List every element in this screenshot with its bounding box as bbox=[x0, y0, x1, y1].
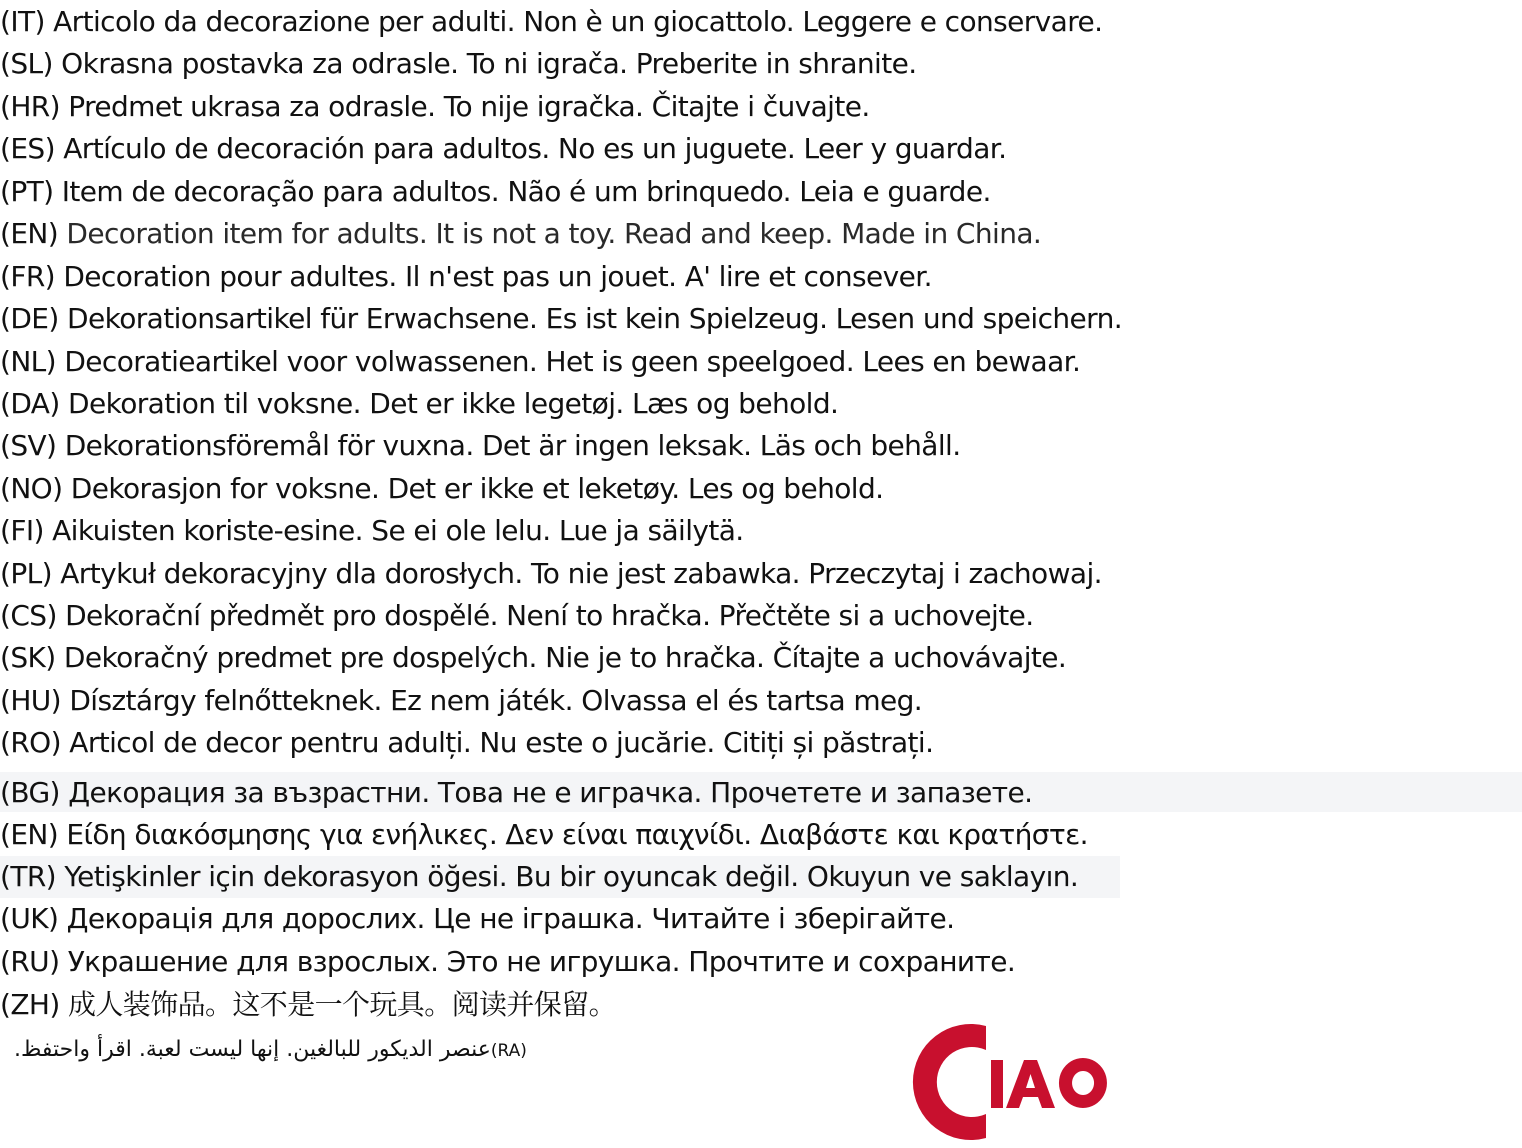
line-text: 成人装饰品。这不是一个玩具。阅读并保留。 bbox=[68, 988, 617, 1021]
lang-code: (EN) bbox=[0, 818, 59, 851]
line-en bbox=[0, 213, 1041, 255]
line-es bbox=[0, 128, 1006, 170]
line-sl bbox=[0, 43, 917, 85]
line-text: Artículo de decoración para adultos. No es un juguete. Leer y guardar. bbox=[63, 132, 1007, 165]
line-ru bbox=[0, 941, 1015, 983]
lang-code: (RO) bbox=[0, 726, 61, 759]
lang-code: (RA) bbox=[490, 1041, 527, 1061]
lang-code: (TR) bbox=[0, 860, 57, 893]
lang-code: (PT) bbox=[0, 175, 54, 208]
line-text: Декорація для дорослих. Це не іграшка. Читайте і зберігайте. bbox=[66, 902, 955, 935]
line-bg bbox=[0, 772, 1032, 814]
lang-code: (UK) bbox=[0, 902, 59, 935]
line-hu bbox=[0, 680, 922, 722]
logo-o-shape bbox=[1059, 1058, 1107, 1108]
lang-code: (ZH) bbox=[0, 988, 60, 1021]
line-text: Decoration pour adultes. Il n'est pas un jouet. A' lire et consever. bbox=[63, 260, 932, 293]
lang-code: (SK) bbox=[0, 641, 56, 674]
line-text: Украшение для взрослых. Это не игрушка. Прочтите и сохраните. bbox=[67, 945, 1016, 978]
line-text: Okrasna postavka za odrasle. To ni igrača. Preberite in shranite. bbox=[61, 47, 917, 80]
line-text: Articol de decor pentru adulți. Nu este o jucărie. Citiți și păstrați. bbox=[69, 726, 934, 759]
lang-code: (PL) bbox=[0, 557, 52, 590]
line-text: Dekorationsföremål för vuxna. Det är ingen leksak. Läs och behåll. bbox=[64, 429, 961, 462]
lang-code: (DE) bbox=[0, 302, 59, 335]
lang-code: (BG) bbox=[0, 776, 60, 809]
line-el bbox=[0, 814, 1088, 856]
line-uk bbox=[0, 898, 954, 940]
line-text: Articolo da decorazione per adulti. Non è un giocattolo. Leggere e conservare. bbox=[53, 5, 1103, 38]
line-fi bbox=[0, 510, 744, 552]
lang-code: (HU) bbox=[0, 684, 61, 717]
logo-i-shape bbox=[991, 1060, 1003, 1108]
line-sk bbox=[0, 637, 1066, 679]
line-cs bbox=[0, 595, 1034, 637]
lang-code: (NL) bbox=[0, 345, 56, 378]
line-text: عنصر الديكور للبالغين. إنها ليست لعبة. اقرأ واحتفظ. bbox=[14, 1037, 491, 1062]
line-tr bbox=[0, 856, 1078, 898]
line-ra bbox=[14, 1033, 527, 1067]
line-hr bbox=[0, 86, 870, 128]
line-pl bbox=[0, 553, 1102, 595]
line-text: Είδη διακόσμησης για ενήλικες. Δεν είναι παιχνίδι. Διαβάστε και κρατήστε. bbox=[66, 818, 1088, 851]
line-it bbox=[0, 1, 1102, 43]
line-text: Dekorační předmět pro dospělé. Není to hračka. Přečtěte si a uchovejte. bbox=[65, 599, 1034, 632]
lang-code: (NO) bbox=[0, 472, 63, 505]
logo-a-shape bbox=[1006, 1060, 1055, 1108]
lang-code: (IT) bbox=[0, 5, 45, 38]
line-text: Dekoračný predmet pre dospelých. Nie je to hračka. Čítajte a uchovávajte. bbox=[63, 641, 1067, 674]
lang-code: (HR) bbox=[0, 90, 60, 123]
line-text: Dekorationsartikel für Erwachsene. Es ist kein Spielzeug. Lesen und speichern. bbox=[67, 302, 1123, 335]
line-text: Item de decoração para adultos. Não é um brinquedo. Leia e guarde. bbox=[61, 175, 991, 208]
line-text: Predmet ukrasa za odrasle. To nije igračka. Čitajte i čuvajte. bbox=[68, 90, 870, 123]
line-no bbox=[0, 468, 883, 510]
lang-code: (ES) bbox=[0, 132, 55, 165]
line-da bbox=[0, 383, 838, 425]
line-nl bbox=[0, 341, 1080, 383]
lang-code: (CS) bbox=[0, 599, 57, 632]
lang-code: (EN) bbox=[0, 217, 59, 250]
ciao-logo bbox=[890, 1018, 1120, 1146]
line-text: Aikuisten koriste-esine. Se ei ole lelu. Lue ja säilytä. bbox=[52, 514, 744, 547]
line-de bbox=[0, 298, 1122, 340]
logo-c-shape bbox=[913, 1024, 986, 1140]
line-text: Yetişkinler için dekorasyon öğesi. Bu bir oyuncak değil. Okuyun ve saklayın. bbox=[64, 860, 1079, 893]
lang-code: (DA) bbox=[0, 387, 60, 420]
line-zh bbox=[0, 984, 616, 1026]
line-text: Decoratieartikel voor volwassenen. Het is geen speelgoed. Lees en bewaar. bbox=[64, 345, 1081, 378]
lang-code: (RU) bbox=[0, 945, 60, 978]
line-pt bbox=[0, 171, 991, 213]
lang-code: (FR) bbox=[0, 260, 56, 293]
line-text: Dekoration til voksne. Det er ikke legetøj. Læs og behold. bbox=[67, 387, 839, 420]
line-fr bbox=[0, 256, 932, 298]
lang-code: (SL) bbox=[0, 47, 53, 80]
line-text: Decoration item for adults. It is not a toy. Read and keep. Made in China. bbox=[66, 217, 1042, 250]
line-ro bbox=[0, 722, 933, 764]
line-text: Dekorasjon for voksne. Det er ikke et leketøy. Les og behold. bbox=[70, 472, 884, 505]
lang-code: (SV) bbox=[0, 429, 57, 462]
line-text: Dísztárgy felnőtteknek. Ez nem játék. Olvassa el és tartsa meg. bbox=[69, 684, 923, 717]
line-text: Декорация за възрастни. Това не е играчка. Прочетете и запазете. bbox=[68, 776, 1033, 809]
lang-code: (FI) bbox=[0, 514, 44, 547]
line-sv bbox=[0, 425, 961, 467]
line-text: Artykuł dekoracyjny dla dorosłych. To nie jest zabawka. Przeczytaj i zachowaj. bbox=[60, 557, 1102, 590]
